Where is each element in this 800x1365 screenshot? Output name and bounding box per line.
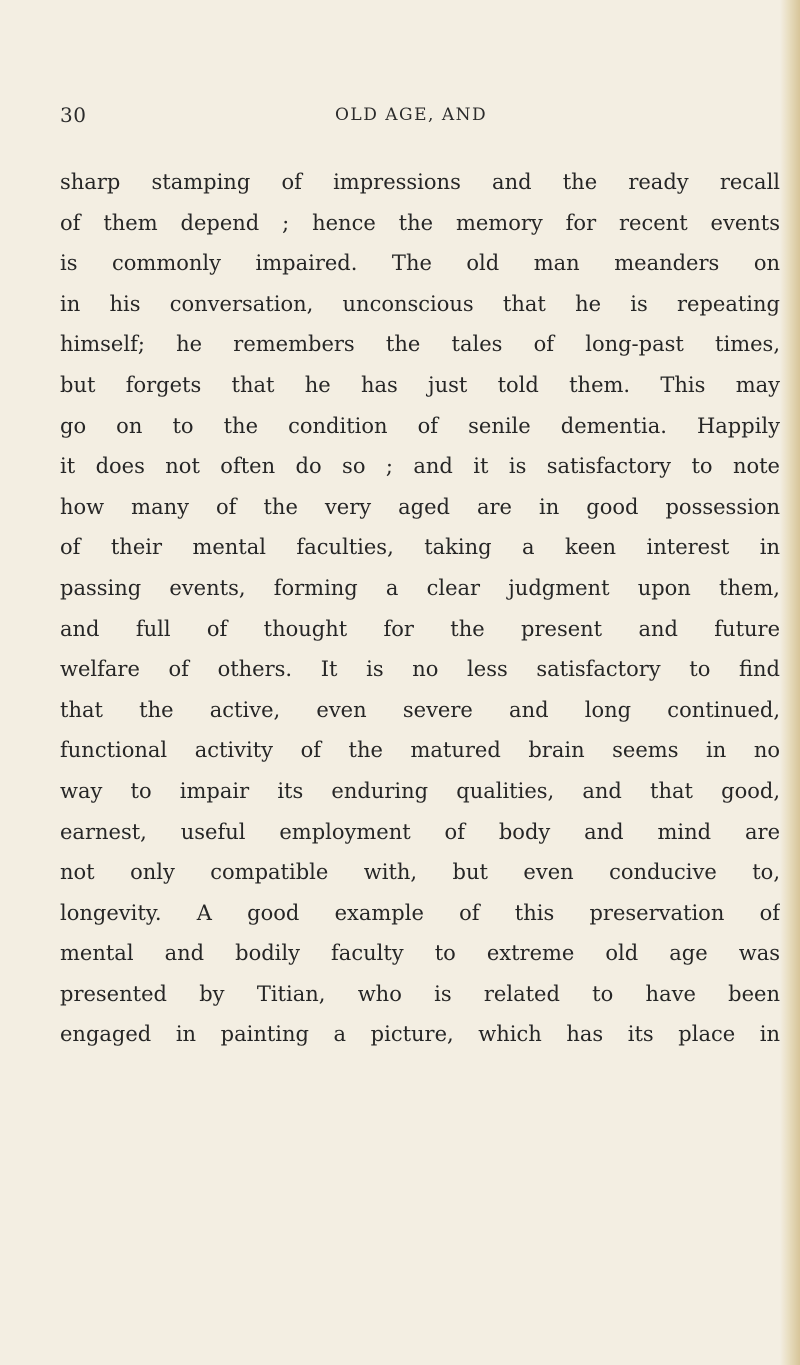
text-line: is commonly impaired. The old man meanders on: [60, 251, 780, 276]
page-edge-shadow: [780, 0, 800, 1365]
body-text: [60, 162, 780, 1055]
page-number: 30: [60, 103, 87, 127]
text-line: and full of thought for the present and future: [60, 616, 780, 641]
text-line: passing events, forming a clear judgment upon them,: [60, 575, 780, 600]
text-line: functional activity of the matured brain seems in no: [60, 738, 780, 763]
text-line: himself; he remembers the tales of long-past times,: [60, 332, 780, 357]
text-line: longevity. A good example of this preservation of: [60, 900, 780, 925]
text-line: way to impair its enduring qualities, and that good,: [60, 778, 780, 803]
text-line: not only compatible with, but even conducive to,: [60, 860, 780, 885]
text-line: welfare of others. It is no less satisfactory to find: [60, 657, 780, 682]
text-line: sharp stamping of impressions and the ready recall: [60, 170, 780, 194]
text-line: but forgets that he has just told them. This may: [60, 372, 780, 397]
text-line: mental and bodily faculty to extreme old age was: [60, 941, 780, 966]
running-head: OLD AGE, AND: [335, 105, 488, 125]
text-line: presented by Titian, who is related to have been: [60, 981, 780, 1006]
text-line: of their mental faculties, taking a keen interest in: [60, 535, 780, 560]
text-line: go on to the condition of senile dementia. Happily: [60, 413, 780, 438]
page-header: [60, 103, 760, 133]
text-line: that the active, even severe and long continued,: [60, 697, 780, 722]
text-line: of them depend ; hence the memory for recent events: [60, 210, 780, 235]
text-line: it does not often do so ; and it is satisfactory to note: [60, 454, 780, 479]
text-line: how many of the very aged are in good possession: [60, 494, 780, 519]
text-line: engaged in painting a picture, which has its place in: [60, 1022, 780, 1047]
text-line: earnest, useful employment of body and mind are: [60, 819, 780, 844]
text-line: in his conversation, unconscious that he is repeating: [60, 291, 780, 316]
